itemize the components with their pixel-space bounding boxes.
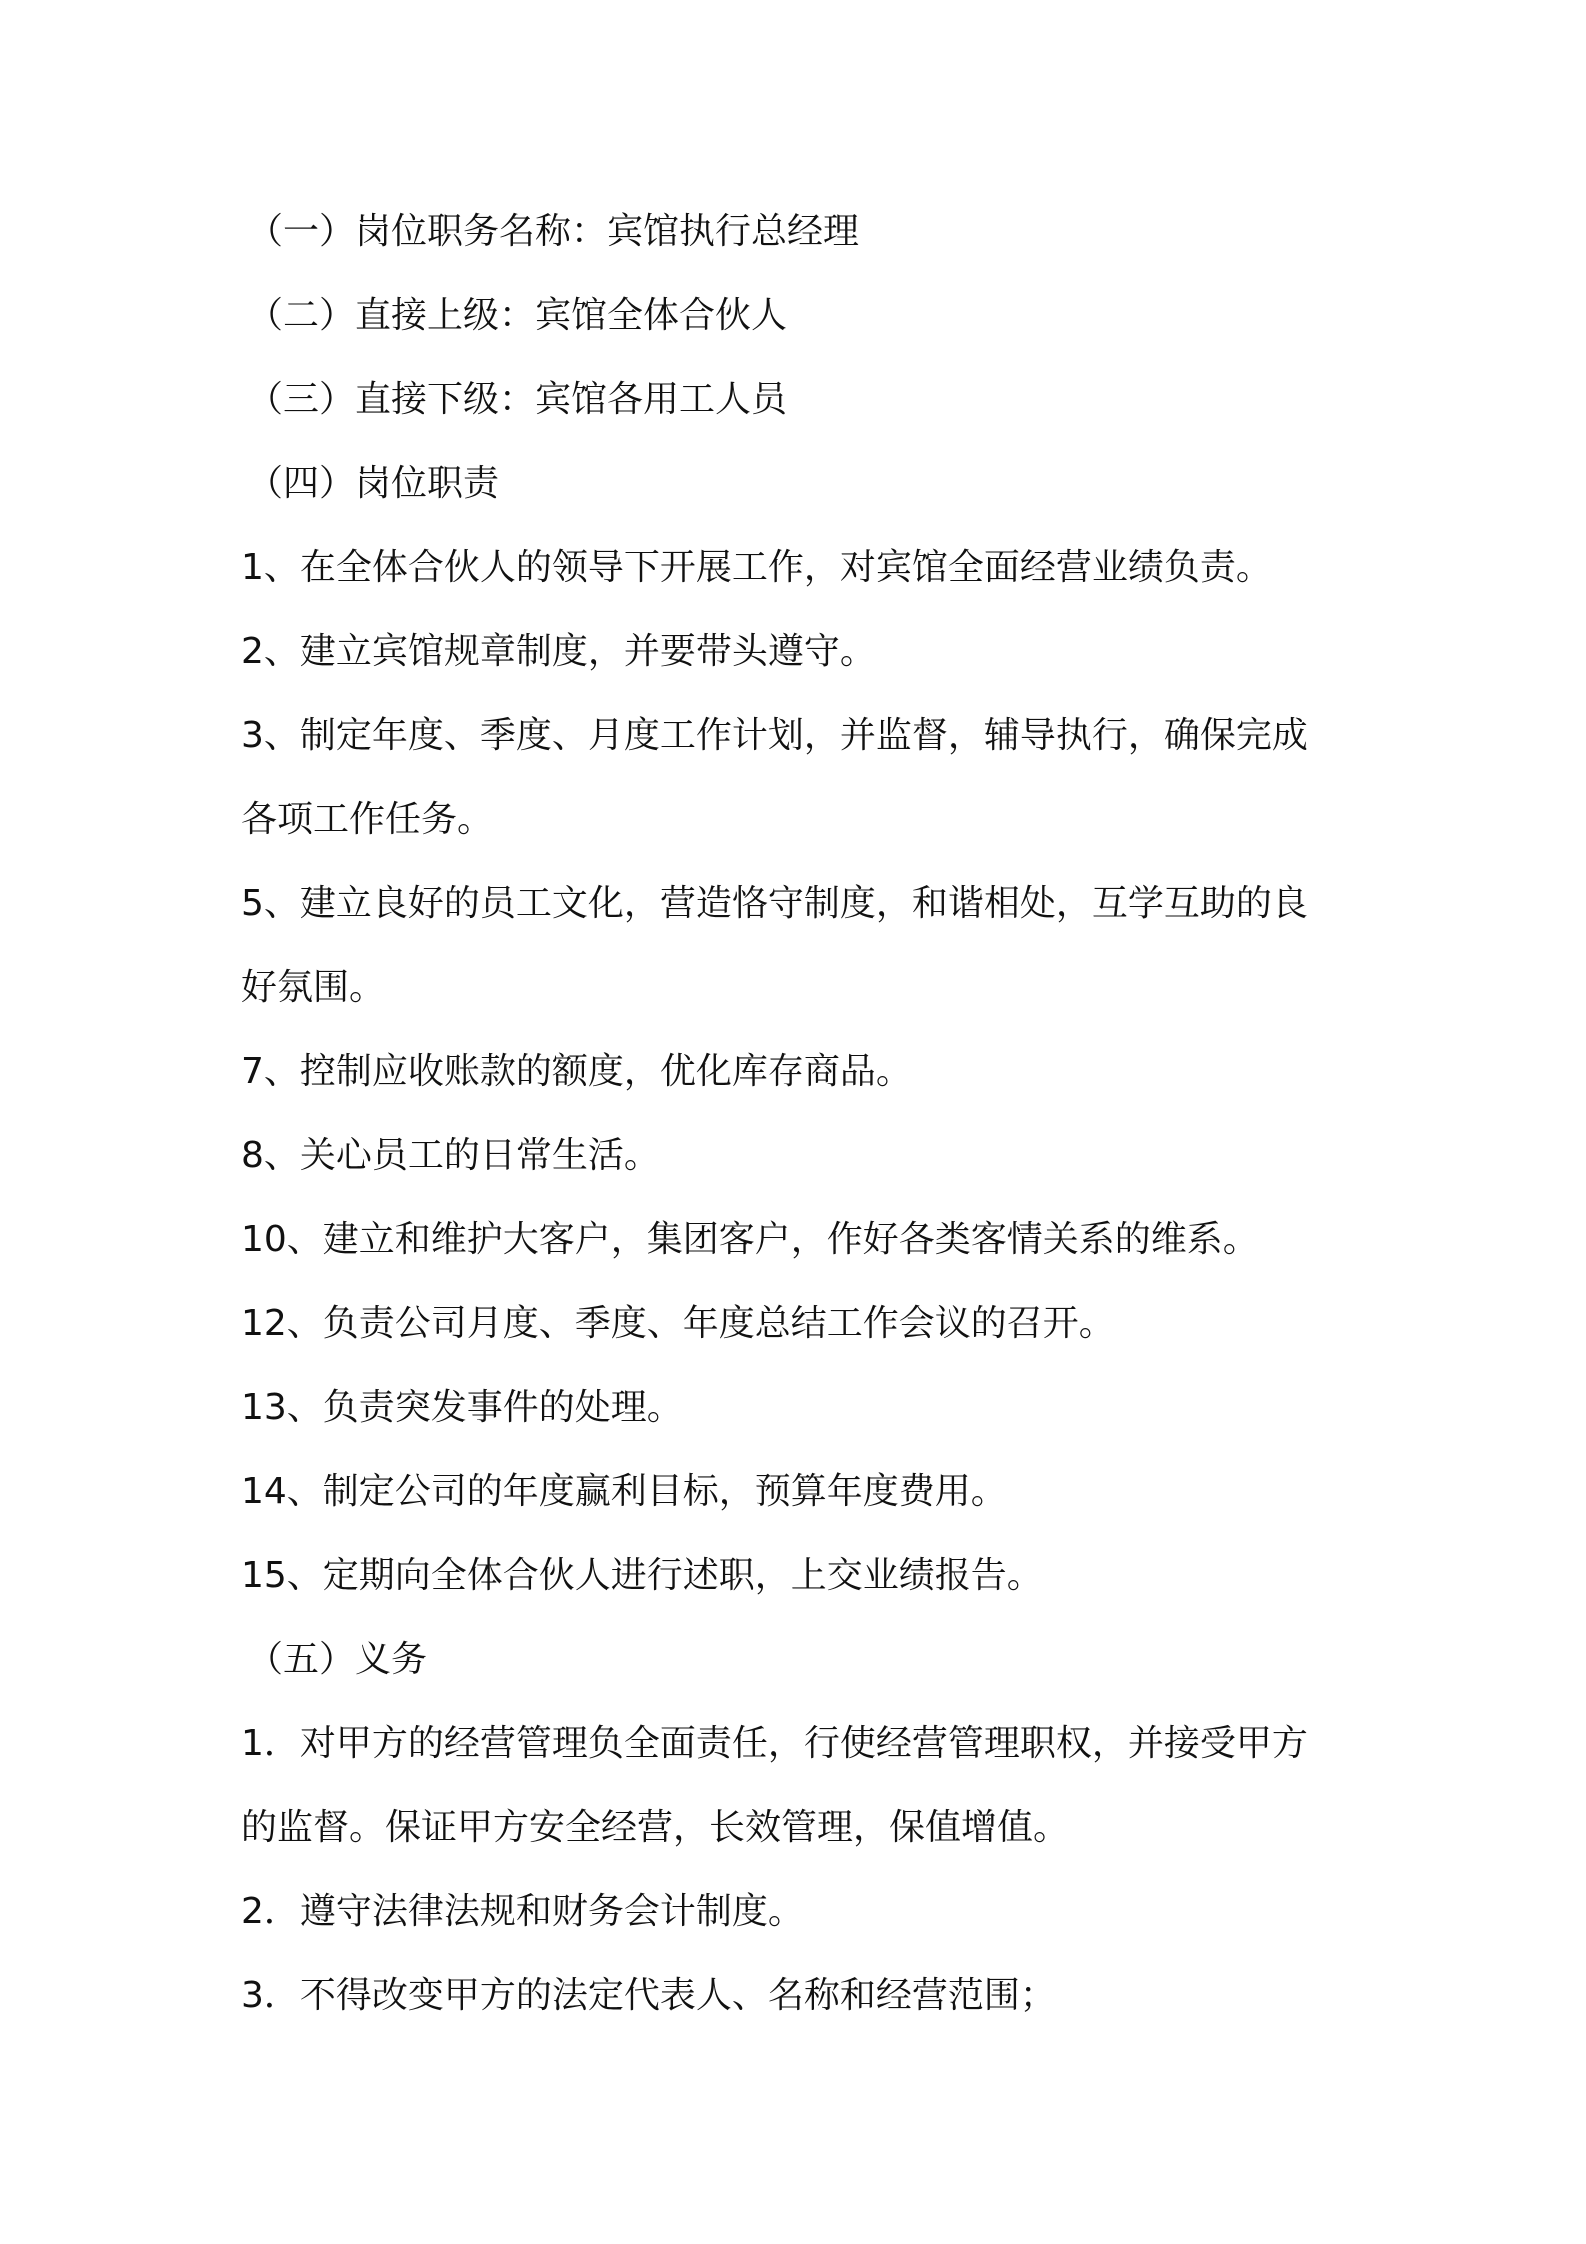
duty-line: 15、定期向全体合伙人进行述职，上交业绩报告。	[241, 1555, 1043, 1596]
obligation-line: 1．对甲方的经营管理负全面责任，行使经营管理职权，并接受甲方	[241, 1723, 1308, 1764]
duty-line: 8、关心员工的日常生活。	[241, 1135, 660, 1176]
section-heading-direct-superior: （二）直接上级：宾馆全体合伙人	[247, 295, 788, 336]
duty-line: 3、制定年度、季度、月度工作计划，并监督，辅导执行，确保完成	[241, 715, 1308, 756]
document-body	[241, 190, 1366, 2038]
duty-line: 5、建立良好的员工文化，营造恪守制度，和谐相处，互学互助的良	[241, 883, 1308, 924]
section-heading-responsibilities: （四）岗位职责	[247, 463, 500, 504]
duty-line: 13、负责突发事件的处理。	[241, 1387, 683, 1428]
obligation-line: 的监督。保证甲方安全经营，长效管理，保值增值。	[241, 1807, 1070, 1848]
duty-line: 好氛围。	[241, 967, 386, 1008]
section-heading-obligations: （五）义务	[247, 1639, 428, 1680]
duty-line: 10、建立和维护大客户，集团客户，作好各类客情关系的维系。	[241, 1219, 1259, 1260]
duty-line: 各项工作任务。	[241, 799, 494, 840]
obligation-line: 3．不得改变甲方的法定代表人、名称和经营范围；	[241, 1975, 1056, 2016]
duty-line: 1、在全体合伙人的领导下开展工作，对宾馆全面经营业绩负责。	[241, 547, 1272, 588]
obligation-line: 2．遵守法律法规和财务会计制度。	[241, 1891, 804, 1932]
duty-line: 12、负责公司月度、季度、年度总结工作会议的召开。	[241, 1303, 1115, 1344]
duty-line: 7、控制应收账款的额度，优化库存商品。	[241, 1051, 912, 1092]
section-heading-direct-subordinate: （三）直接下级：宾馆各用工人员	[247, 379, 788, 420]
section-heading-position-title: （一）岗位职务名称：宾馆执行总经理	[247, 211, 860, 252]
duty-line: 14、制定公司的年度赢利目标，预算年度费用。	[241, 1471, 1007, 1512]
duty-line: 2、建立宾馆规章制度，并要带头遵守。	[241, 631, 876, 672]
